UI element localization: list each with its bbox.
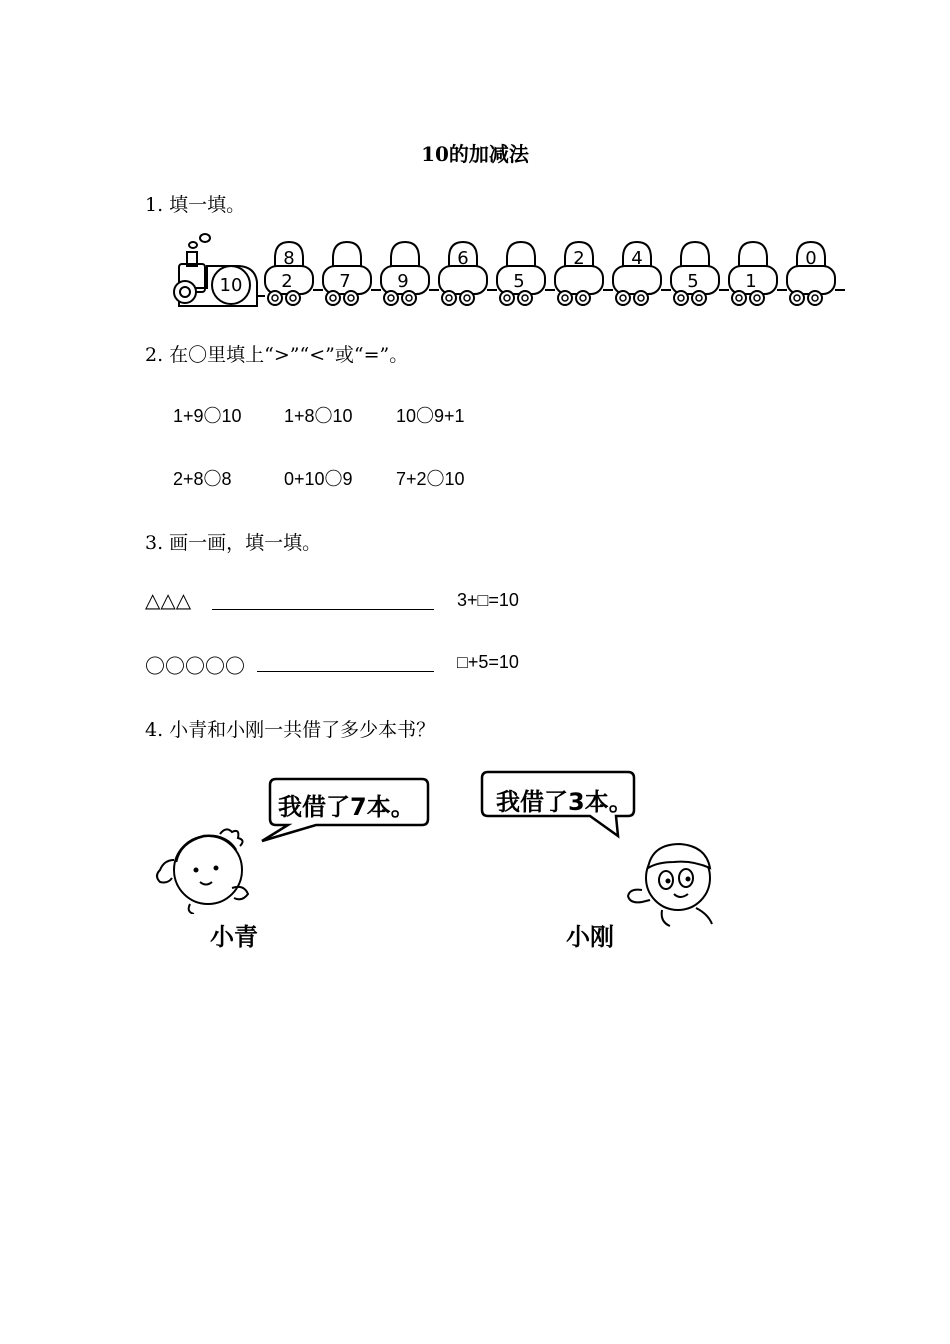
question-2-text: 2. 在〇里填上“>”“<”或“=”。: [145, 344, 409, 366]
girl-name: 小青: [210, 922, 258, 951]
car-top-number: 6: [457, 248, 469, 269]
car-bottom-number: 7: [339, 271, 351, 292]
compare-expr-4: 2+8〇8: [173, 469, 232, 489]
girl-figure: [150, 824, 260, 914]
car-top-number: 4: [631, 248, 643, 269]
train-car-8: [671, 242, 729, 305]
compare-expr-2: 1+8〇10: [284, 406, 353, 426]
boy-speech-text: 我借了3本。: [496, 788, 633, 816]
page-title: 10的加减法: [421, 142, 529, 166]
draw-line-1[interactable]: [212, 609, 434, 610]
car-bottom-number: 2: [281, 271, 293, 292]
boy-figure: [622, 838, 722, 928]
draw-line-2[interactable]: [257, 671, 434, 672]
train-car-6: [555, 242, 613, 305]
girl-speech-text: 我借了7本。: [278, 793, 415, 821]
train-car-5: [497, 242, 555, 305]
train-car-10: [787, 242, 845, 305]
compare-expr-5: 0+10〇9: [284, 469, 353, 489]
train-car-9: [729, 242, 787, 305]
triangle-shapes: △△△: [145, 588, 192, 612]
car-bottom-number: 1: [745, 271, 757, 292]
train-car-2: [323, 242, 381, 305]
train-car-7: [613, 242, 671, 305]
equation-2: □+5=10: [457, 652, 519, 672]
car-top-number: 2: [573, 248, 585, 269]
train-car-3: [381, 242, 439, 305]
question-1-text: 1. 填一填。: [145, 194, 246, 216]
train-car-4: [439, 242, 497, 305]
compare-expr-6: 7+2〇10: [396, 469, 465, 489]
train-car-1: [265, 242, 323, 305]
circle-shapes: 〇〇〇〇〇: [145, 654, 245, 678]
compare-expr-3: 10〇9+1: [396, 406, 465, 426]
car-top-number: 0: [805, 248, 817, 269]
compare-expr-1: 1+9〇10: [173, 406, 242, 426]
question-3-text: 3. 画一画，填一填。: [145, 532, 322, 554]
question-4-text: 4. 小青和小刚一共借了多少本书？: [145, 719, 436, 741]
car-bottom-number: 5: [687, 271, 699, 292]
boy-name: 小刚: [566, 922, 614, 951]
engine-number: 10: [219, 275, 243, 296]
car-top-number: 8: [283, 248, 295, 269]
car-bottom-number: 9: [397, 271, 409, 292]
equation-1: 3+□=10: [457, 590, 519, 610]
car-bottom-number: 5: [513, 271, 525, 292]
number-train: [165, 230, 845, 312]
